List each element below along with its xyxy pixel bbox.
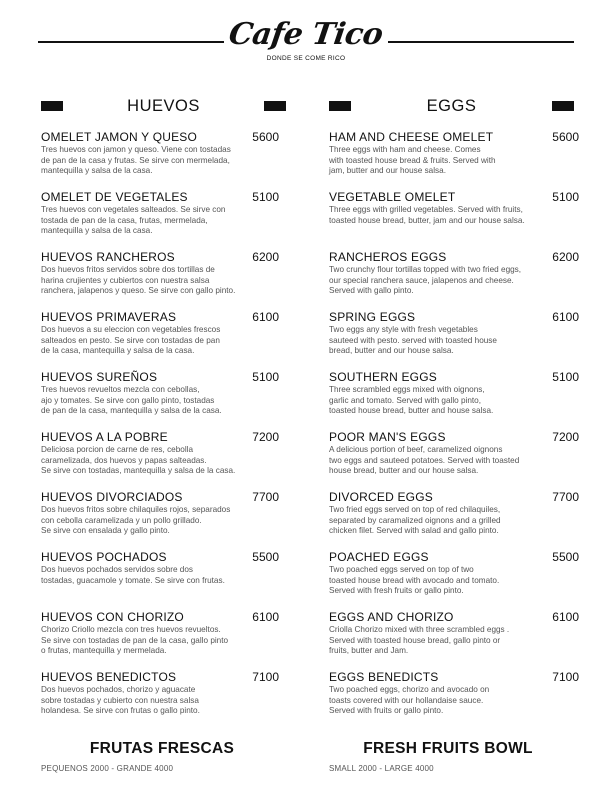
menu-item-description — [329, 205, 561, 226]
menu-item-price: 5500 — [252, 550, 279, 564]
header-bar-right — [264, 101, 286, 111]
menu-item — [329, 130, 579, 177]
fruits-sizes-spanish: PEQUENOS 2000 - GRANDE 4000 — [41, 764, 174, 773]
fruits-sizes-english: SMALL 2000 - LARGE 4000 — [329, 764, 434, 773]
menu-item-name: HUEVOS POCHADOS — [41, 550, 167, 564]
menu-item-price: 6100 — [552, 310, 579, 324]
description-line: con cebolla caramelizada y un pollo grillado. — [41, 515, 202, 525]
description-line: Tres huevos con jamon y queso. Viene con tostadas — [41, 145, 231, 154]
menu-item — [329, 190, 579, 226]
menu-item — [41, 190, 279, 237]
menu-item-description — [329, 385, 561, 417]
header-rule-left — [38, 41, 224, 43]
menu-item-description — [41, 145, 273, 177]
menu-item-name: HUEVOS DIVORCIADOS — [41, 490, 183, 504]
header-rule-right — [388, 41, 574, 43]
logo — [226, 18, 386, 62]
description-line: Two crunchy flour tortillas topped with two fried eggs, — [329, 265, 522, 274]
menu-item-price: 5500 — [552, 550, 579, 564]
menu-item-price: 6100 — [552, 610, 579, 624]
description-line: Served with fruits or gallo pinto. — [329, 706, 444, 716]
description-line: Served with gallo pinto. — [329, 286, 414, 296]
description-line: mantequilla y salsa de la casa. — [41, 226, 153, 236]
menu-item-description — [329, 265, 561, 297]
description-line: salteados en pesto. Se sirve con tostadas de pan — [41, 335, 220, 345]
menu-item-description — [329, 565, 561, 597]
description-line: sauteed with pesto. served with toasted house — [329, 335, 497, 345]
menu-item — [41, 670, 279, 717]
menu-item-name: EGGS AND CHORIZO — [329, 610, 454, 624]
description-line: ajo y tomates. Se sirve con gallo pinto, tostadas — [41, 395, 215, 405]
menu-item — [41, 250, 279, 297]
description-line: Dos huevos a su eleccion con vegetables frescos — [41, 325, 221, 334]
description-line: chicken filet. Served with salad and gallo pinto. — [329, 526, 499, 536]
menu-item-price: 7700 — [252, 490, 279, 504]
description-line: house bread, butter and our house salsa. — [329, 466, 479, 476]
description-line: Dos huevos fritos servidos sobre dos tortillas de — [41, 265, 215, 274]
menu-item-description — [41, 385, 273, 417]
description-line: toasts covered with our hollandaise sauce. — [329, 695, 484, 705]
description-line: Chorizo Criollo mezcla con tres huevos revueltos. — [41, 625, 221, 634]
description-line: Dos huevos pochados, chorizo y aguacate — [41, 685, 196, 694]
menu-item-price: 5600 — [252, 130, 279, 144]
menu-item — [41, 370, 279, 417]
menu-item — [41, 310, 279, 357]
menu-item-price: 6100 — [252, 610, 279, 624]
description-line: Tres huevos revueltos mezcla con cebollas, — [41, 385, 200, 394]
description-line: Se sirve con tostadas, mantequilla y salsa de la casa. — [41, 466, 236, 476]
description-line: Served with fresh fruits or gallo pinto. — [329, 586, 464, 596]
menu-item-price: 7100 — [252, 670, 279, 684]
menu-item-name: EGGS BENEDICTS — [329, 670, 439, 684]
menu-item-name: RANCHEROS EGGS — [329, 250, 447, 264]
description-line: Criolla Chorizo mixed with three scrambled eggs . — [329, 625, 510, 634]
menu-item — [329, 670, 579, 717]
menu-item — [41, 550, 279, 586]
menu-item — [41, 130, 279, 177]
menu-item-description — [329, 625, 561, 657]
description-line: sobre tostadas y cubierto con nuestra salsa — [41, 695, 199, 705]
menu-item-description — [41, 265, 273, 297]
menu-item-name: HUEVOS CON CHORIZO — [41, 610, 184, 624]
logo-title: Cafe Tico — [226, 17, 386, 52]
description-line: Served with toasted house bread, gallo pinto or — [329, 635, 501, 645]
menu-item-price: 5100 — [252, 370, 279, 384]
menu-item-description — [41, 685, 273, 717]
menu-item — [329, 250, 579, 297]
menu-item-name: POACHED EGGS — [329, 550, 429, 564]
menu-item — [41, 610, 279, 657]
description-line: our special ranchera sauce, jalapenos and cheese. — [329, 275, 514, 285]
description-line: toasted house bread, butter, jam and our house salsa. — [329, 215, 525, 225]
section-title-eggs: EGGS — [426, 97, 477, 115]
menu-item-description — [41, 565, 273, 586]
section-title-huevos: HUEVOS — [127, 97, 200, 115]
fruits-title-spanish: FRUTAS FRESCAS — [89, 740, 235, 757]
menu-item — [329, 490, 579, 537]
description-line: two eggs and sauteed potatoes. Served with toasted — [329, 455, 520, 465]
menu-item-price: 5100 — [552, 370, 579, 384]
menu-item-name: HUEVOS RANCHEROS — [41, 250, 175, 264]
description-line: de la casa, mantequilla y salsa de la casa. — [41, 346, 195, 356]
menu-item-description — [41, 445, 273, 477]
description-line: de pan de la casa y frutas. Se sirve con mermelada, — [41, 155, 230, 165]
menu-item-name: OMELET JAMON Y QUESO — [41, 130, 198, 144]
fruits-title-english: FRESH FRUITS BOWL — [363, 740, 533, 757]
description-line: Two fried eggs served on top of red chilaquiles, — [329, 505, 501, 514]
description-line: A delicious portion of beef, caramelized oignons — [329, 445, 503, 454]
menu-item — [329, 430, 579, 477]
description-line: Se sirve con ensalada y gallo pinto. — [41, 526, 170, 536]
menu-item-price: 6100 — [252, 310, 279, 324]
menu-item-description — [41, 505, 273, 537]
description-line: mantequilla y salsa de la casa. — [41, 166, 153, 176]
description-line: toasted house bread with avocado and tomato. — [329, 575, 500, 585]
description-line: ranchera, jalapenos y queso. Se sirve con gallo pinto. — [41, 286, 236, 296]
description-line: toasted house bread, butter and house salsa. — [329, 406, 494, 416]
menu-item-name: HUEVOS A LA POBRE — [41, 430, 168, 444]
description-line: harina crujientes y cubiertos con nuestra salsa — [41, 275, 210, 285]
description-line: Two poached eggs served on top of two — [329, 565, 474, 574]
logo-tagline: DONDE SE COME RICO — [266, 55, 346, 62]
menu-item-description — [41, 625, 273, 657]
description-line: jam, butter and our house salsa. — [329, 166, 446, 176]
description-line: Three scrambled eggs mixed with oignons, — [329, 385, 485, 394]
menu-item-price: 5100 — [252, 190, 279, 204]
menu-item — [41, 490, 279, 537]
menu-item-price: 6200 — [252, 250, 279, 264]
menu-item-name: HUEVOS SUREÑOS — [41, 370, 158, 384]
menu-item-price: 7200 — [552, 430, 579, 444]
menu-item — [329, 610, 579, 657]
description-line: with toasted house bread & fruits. Served with — [329, 155, 496, 165]
menu-item-description — [329, 445, 561, 477]
menu-item-description — [329, 685, 561, 717]
menu-item-name: VEGETABLE OMELET — [329, 190, 456, 204]
description-line: caramelizada, dos huevos y papas salteadas. — [41, 455, 207, 465]
description-line: Three eggs with ham and cheese. Comes — [329, 145, 481, 154]
menu-item-description — [41, 205, 273, 237]
menu-item-name: OMELET DE VEGETALES — [41, 190, 188, 204]
menu-item — [329, 370, 579, 417]
section-header-eggs — [329, 97, 574, 117]
menu-item-name: SOUTHERN EGGS — [329, 370, 437, 384]
description-line: separated by caramalized oignons and a grilled — [329, 515, 501, 525]
description-line: Dos huevos pochados servidos sobre dos — [41, 565, 194, 574]
description-line: de pan de la casa, mantequilla y salsa de la casa. — [41, 406, 222, 416]
description-line: fruits, butter and Jam. — [329, 646, 409, 656]
menu-item — [41, 430, 279, 477]
menu-item-name: DIVORCED EGGS — [329, 490, 433, 504]
menu-item-price: 7200 — [252, 430, 279, 444]
header-bar-right — [552, 101, 574, 111]
description-line: Two poached eggs, chorizo and avocado on — [329, 685, 490, 694]
menu-item-price: 5600 — [552, 130, 579, 144]
description-line: Tres huevos con vegetales salteados. Se sirve con — [41, 205, 226, 214]
menu-item — [329, 550, 579, 597]
menu-item-description — [41, 325, 273, 357]
menu-item-price: 7700 — [552, 490, 579, 504]
menu-item-name: POOR MAN'S EGGS — [329, 430, 446, 444]
menu-item-description — [329, 505, 561, 537]
menu-item-name: HUEVOS PRIMAVERAS — [41, 310, 177, 324]
menu-item-price: 5100 — [552, 190, 579, 204]
description-line: Se sirve con tostadas de pan de la casa, gallo pinto — [41, 635, 229, 645]
menu-item-description — [329, 145, 561, 177]
description-line: o frutas, mantequilla y mermelada. — [41, 646, 167, 656]
description-line: Dos huevos fritos sobre chilaquiles rojos, separados — [41, 505, 231, 514]
description-line: holandesa. Se sirve con frutas o gallo pinto. — [41, 706, 200, 716]
menu-item-price: 6200 — [552, 250, 579, 264]
menu-item-name: HUEVOS BENEDICTOS — [41, 670, 177, 684]
section-header-huevos — [41, 97, 286, 117]
description-line: tostadas, guacamole y tomate. Se sirve con frutas. — [41, 575, 225, 585]
description-line: Two eggs any style with fresh vegetables — [329, 325, 478, 334]
description-line: garlic and tomato. Served with gallo pinto, — [329, 395, 482, 405]
description-line: tostada de pan de la casa, frutas, mermelada, — [41, 215, 208, 225]
description-line: bread, butter and our house salsa. — [329, 346, 454, 356]
description-line: Three eggs with grilled vegetables. Served with fruits, — [329, 205, 523, 214]
menu-item-name: HAM AND CHEESE OMELET — [329, 130, 494, 144]
menu-item-price: 7100 — [552, 670, 579, 684]
menu-item — [329, 310, 579, 357]
description-line: Deliciosa porcion de carne de res, cebolla — [41, 445, 194, 454]
menu-item-description — [329, 325, 561, 357]
menu-item-name: SPRING EGGS — [329, 310, 416, 324]
